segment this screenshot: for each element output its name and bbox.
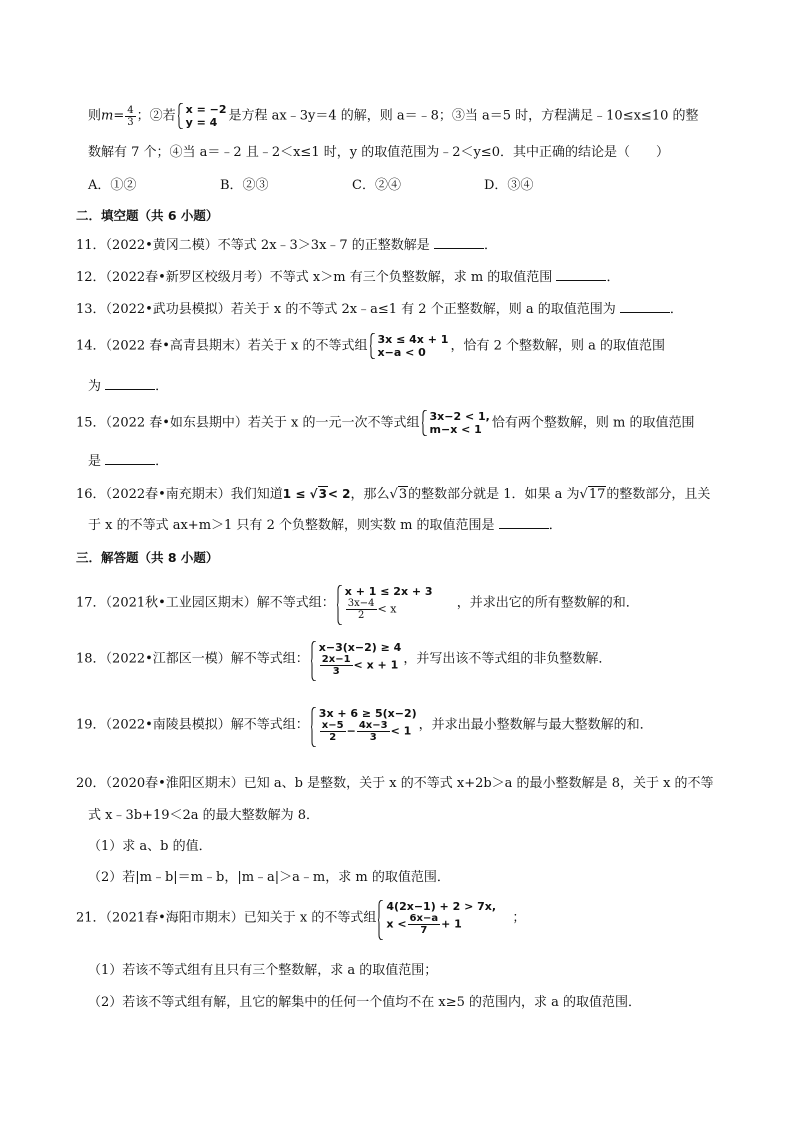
q11: 11．（2022•黄冈二模）不等式 2x﹣3＞3x﹣7 的正整数解是 ． (76, 238, 497, 253)
q17-text-pre: 17．（2021秋•工业园区期末）解不等式组： (76, 595, 335, 611)
q18-sys-row-2 (319, 654, 402, 677)
q18 (76, 641, 611, 677)
q11-text: 11．（2022•黄冈二模）不等式 2x﹣3＞3x﹣7 的正整数解是 (76, 238, 430, 253)
brace-icon (370, 333, 376, 359)
q18-fraction (320, 654, 353, 677)
q17-frac-num: 3x−4 (347, 598, 375, 609)
q16-text-mid2: 的整数部分就是 1．如果 a 为 (408, 487, 580, 502)
q21-sys2-pre: x < (386, 917, 407, 931)
q19-fraction-2 (357, 720, 390, 743)
q16-radicand-2: 3 (398, 487, 408, 502)
q21-sub-2: （2）若该不等式组有解，且它的解集中的任何一个值均不在 x≥5 的范围内，求 a 的取值范围． (88, 995, 642, 1010)
q18-frac-den: 3 (332, 666, 340, 677)
answer-blank (556, 268, 606, 281)
option-d: D．③④ (484, 178, 534, 193)
section-2-title: 二．填空题（共 6 小题） (76, 208, 219, 223)
q17-frac-den: 2 (357, 610, 365, 621)
q10-system (178, 103, 227, 129)
q19-frac1-num: x−5 (321, 720, 344, 731)
q10-line-1 (88, 103, 699, 129)
q10-eq: = (113, 108, 125, 124)
q14-sys-row-2: x−a < 0 (377, 346, 426, 359)
q10-text-a: 则 (88, 108, 102, 124)
brace-icon (311, 707, 317, 747)
q15-sys-row-1: 3x−2 < 1, (429, 410, 490, 423)
q18-frac-num: 2x−1 (321, 654, 351, 665)
q15-line-1 (76, 410, 694, 436)
brace-icon (378, 900, 384, 940)
q18-sys2-rest: < x + 1 (353, 658, 399, 672)
q16-radicand-3: 17 (588, 487, 606, 502)
q16-text-post: 的整数部分，且关 (606, 487, 711, 502)
q13: 13．（2022•武功县模拟）若关于 x 的不等式 2x﹣a≤1 有 2 个正整数解，则 a 的取值范围为 ． (76, 302, 683, 317)
q16-ineq-a: 1 ≤ √ (282, 487, 318, 501)
q12: 12．（2022春•新罗区校级月考）不等式 x＞m 有三个负整数解，求 m 的取值范围 ． (76, 270, 620, 285)
q21-sys-row-1: 4(2x−1) + 2 > 7x, (386, 900, 497, 913)
q19-system (311, 707, 417, 743)
answer-blank (499, 516, 549, 529)
q19-fraction-1 (320, 720, 346, 743)
q21-text-post: ； (512, 910, 526, 926)
q10-sys-row-2: y = 4 (185, 116, 218, 129)
q16-text-pre: 16．（2022春•南充期末）我们知道 (76, 487, 283, 502)
q16-ineq-radicand: 3 (318, 487, 327, 501)
q10-fraction (125, 105, 135, 128)
q16-line-2: 于 x 的不等式 ax+m＞1 只有 2 个负整数解，则实数 m 的取值范围是 ． (88, 518, 562, 533)
q14-text-pre: 14．（2022 春•高青县期末）若关于 x 的不等式组 (76, 338, 368, 354)
q16-line-1: 16．（2022春•南充期末）我们知道1 ≤ √3< 2，那么√3的整数部分就是 1．如果 a 为√17的整数部分，且关 (76, 487, 711, 502)
q10-text-d: ；②若 (136, 108, 176, 124)
q21-frac-den: 7 (420, 925, 428, 936)
q16-inequality (283, 486, 351, 501)
q21-sys2-rest: + 1 (441, 917, 462, 931)
q16-ineq-b: < 2 (327, 487, 351, 501)
q15-system (422, 410, 490, 436)
q18-sys-row-1: x−3(x−2) ≥ 4 (318, 641, 402, 654)
answer-blank (434, 236, 484, 249)
q21-system (378, 900, 510, 936)
q10-text-e: 是方程 ax﹣3y＝4 的解，则 a＝﹣8；③当 a＝5 时，方程满足﹣10≤x≤10 的整 (228, 108, 699, 124)
q19-text-pre: 19．（2022•南陵县模拟）解不等式组： (76, 717, 309, 733)
q18-text-post: ，并写出该不等式组的非负整数解． (403, 651, 612, 667)
q17-sys2-rest: < x (377, 602, 397, 616)
q17-sys-row-2 (345, 598, 455, 621)
q19-frac2-num: 4x−3 (358, 720, 388, 731)
option-c: C．②④ (352, 178, 401, 193)
q19-sys-row-2 (319, 720, 417, 743)
q17-sys-row-1: x + 1 ≤ 2x + 3 (344, 585, 433, 598)
q14-sys-row-1: 3x ≤ 4x + 1 (377, 333, 449, 346)
q21-sub-1: （1）若该不等式组有且只有三个整数解，求 a 的取值范围； (88, 963, 438, 978)
q15-line-2: 是 ． (88, 454, 169, 469)
q19-minus: − (346, 724, 356, 738)
q19-frac2-den: 3 (369, 732, 377, 743)
q13-text: 13．（2022•武功县模拟）若关于 x 的不等式 2x﹣a≤1 有 2 个正整数解，则 a 的取值范围为 (76, 302, 616, 317)
q14-line-2: 为 ． (88, 379, 169, 394)
q20-line-1: 20．（2020春•淮阳区期末）已知 a、b 是整数，关于 x 的不等式 x+2b＞a 的最小整数解是 8，关于 x 的不等 (76, 776, 714, 791)
answer-blank (105, 452, 155, 465)
q15-text-line2: 是 (88, 454, 102, 469)
q21-text-pre: 21．（2021春•海阳市期末）已知关于 x 的不等式组 (76, 910, 377, 926)
q16-text-mid1: ，那么 (350, 487, 390, 502)
q10-var-m: m (101, 108, 114, 124)
q18-system (311, 641, 402, 677)
q19-frac1-den: 2 (329, 732, 337, 743)
q14-line-1 (76, 333, 665, 359)
q20-line-2: 式 x﹣3b+19＜2a 的最大整数解为 8． (88, 808, 320, 823)
q19-text-post: ，并求出最小整数解与最大整数解的和． (418, 717, 653, 733)
option-a: A．①② (88, 178, 137, 193)
q10-line-2: 数解有 7 个；④当 a＝﹣2 且﹣2＜x≤1 时，y 的取值范围为﹣2＜y≤0．其中正确的结论是（ ） (88, 145, 669, 160)
q10-frac-den: 3 (127, 116, 134, 128)
answer-blank (105, 377, 155, 390)
q10-frac-num: 4 (127, 104, 134, 116)
q14-text-post: ，恰有 2 个整数解，则 a 的取值范围 (450, 338, 665, 354)
brace-icon (422, 410, 428, 436)
q21 (76, 900, 525, 936)
q15-text-post: 恰有两个整数解，则 m 的取值范围 (491, 415, 695, 431)
q20-sub-2: （2）若|m﹣b|＝m﹣b，|m﹣a|＞a﹣m，求 m 的取值范围． (88, 870, 450, 885)
q10-sys-row-1: x = −2 (185, 103, 227, 116)
q17-text-post: ，并求出它的所有整数解的和． (456, 595, 639, 611)
q19-sys2-rest: < 1 (390, 724, 412, 738)
q14-text-line2: 为 (88, 379, 102, 394)
brace-icon (178, 103, 184, 129)
brace-icon (311, 641, 317, 681)
q15-text-pre: 15．（2022 春•如东县期中）若关于 x 的一元一次不等式组 (76, 415, 420, 431)
q17-system (337, 585, 455, 621)
q19 (76, 707, 653, 743)
option-b: B．②③ (220, 178, 269, 193)
section-3-title: 三．解答题（共 8 小题） (76, 550, 219, 565)
q17-fraction (346, 598, 377, 621)
q15-sys-row-2: m−x < 1 (429, 423, 482, 436)
q21-sys-row-2 (386, 913, 510, 936)
q10-options (88, 176, 616, 196)
q21-frac-num: 6x−a (409, 913, 439, 924)
q19-sys-row-1: 3x + 6 ≥ 5(x−2) (318, 707, 417, 720)
q12-text: 12．（2022春•新罗区校级月考）不等式 x＞m 有三个负整数解，求 m 的取值范围 (76, 270, 553, 285)
q16-text-line2: 于 x 的不等式 ax+m＞1 只有 2 个负整数解，则实数 m 的取值范围是 (88, 518, 495, 533)
q21-fraction (408, 913, 441, 936)
q18-text-pre: 18．（2022•江都区一模）解不等式组： (76, 651, 309, 667)
q14-system (370, 333, 449, 359)
brace-icon (337, 585, 343, 625)
answer-blank (620, 300, 670, 313)
q20-sub-1: （1）求 a、b 的值． (88, 839, 212, 854)
q17 (76, 585, 639, 621)
